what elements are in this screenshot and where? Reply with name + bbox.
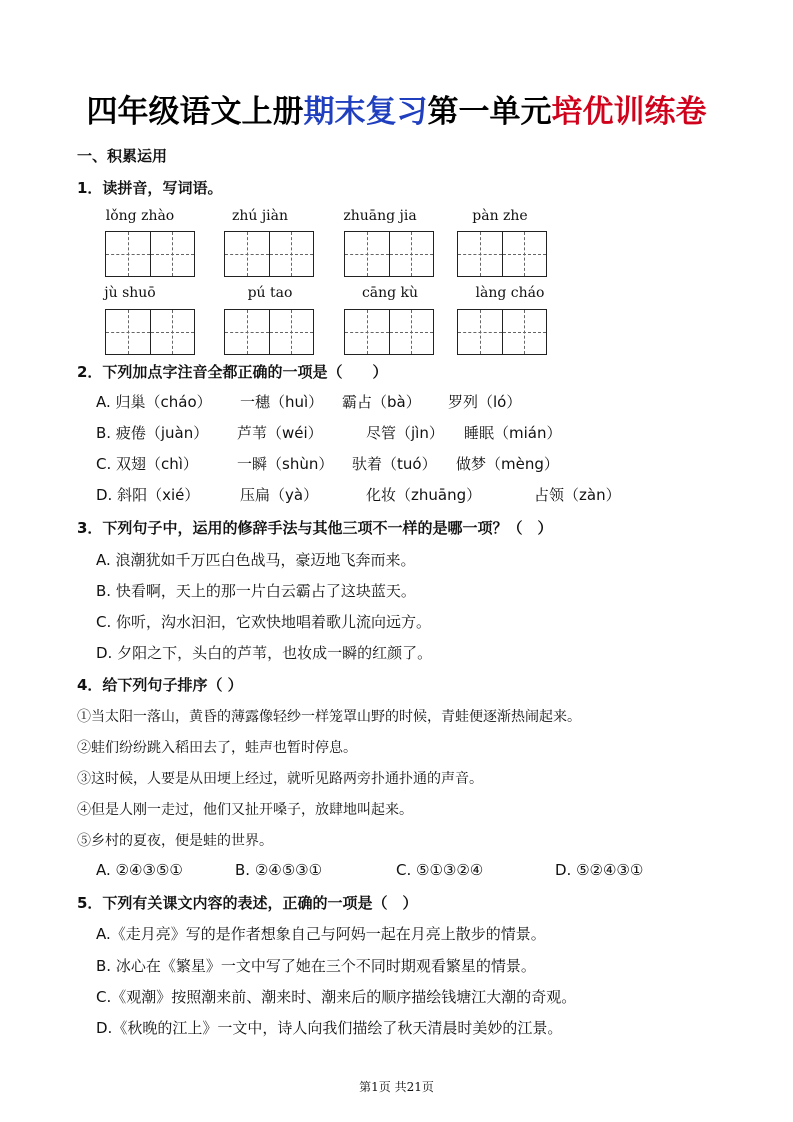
q2-option-c-1[interactable]: C. 双翅（chì） [96, 455, 198, 473]
title-part-3: 第一单元 [427, 94, 552, 130]
q4-sentence-5: ⑤乡村的夏夜，便是蛙的世界。 [77, 833, 273, 849]
q5-option-b[interactable]: B. 冰心在《繁星》一文中写了她在三个不同时期观看繁星的情景。 [96, 957, 536, 975]
q4-sentence-3: ③这时候，人要是从田埂上经过，就听见路两旁扑通扑通的声音。 [77, 771, 483, 787]
writing-grid[interactable] [457, 309, 547, 355]
pinyin-label: jù shuō [104, 285, 156, 301]
q4-option-d[interactable]: D. ⑤②④③① [555, 861, 644, 879]
writing-grid[interactable] [344, 231, 434, 277]
q2-option-a-2: 一穗（huì） [240, 393, 324, 411]
pinyin-label: làng cháo [475, 285, 545, 301]
q5-option-c[interactable]: C.《观潮》按照潮来前、潮来时、潮来后的顺序描绘钱塘江大潮的奇观。 [96, 988, 577, 1006]
q5-option-a[interactable]: A.《走月亮》写的是作者想象自己与阿妈一起在月亮上散步的情景。 [96, 925, 546, 943]
section-heading: 一、积累运用 [77, 147, 168, 165]
page-number: 第1页 共21页 [359, 1080, 434, 1094]
q2-option-d-4: 占领（zàn） [534, 486, 621, 504]
q2-option-c-3: 驮着（tuó） [352, 455, 437, 473]
q2-option-a-4: 罗列（ló） [448, 393, 522, 411]
q3-option-b[interactable]: B. 快看啊，天上的那一片白云霸占了这块蓝天。 [96, 582, 416, 600]
q4-option-a[interactable]: A. ②④③⑤① [96, 861, 183, 879]
q2-option-c-2: 一瞬（shùn） [237, 455, 334, 473]
question-1-prompt: 1．读拼音，写词语。 [77, 179, 223, 197]
question-5-prompt: 5．下列有关课文内容的表述，正确的一项是（ ） [77, 894, 418, 912]
q2-option-b-1[interactable]: B. 疲倦（juàn） [96, 424, 209, 442]
q2-option-a-1[interactable]: A. 归巢（cháo） [96, 393, 212, 411]
q2-option-d-1[interactable]: D. 斜阳（xié） [96, 486, 200, 504]
q2-option-b-3: 尽管（jìn） [366, 424, 444, 442]
q5-option-d[interactable]: D.《秋晚的江上》一文中，诗人向我们描绘了秋天清晨时美妙的江景。 [96, 1019, 563, 1037]
writing-grid[interactable] [344, 309, 434, 355]
writing-grid[interactable] [224, 231, 314, 277]
q4-option-b[interactable]: B. ②④⑤③① [235, 861, 323, 879]
title-part-1: 四年级语文上册 [86, 94, 304, 130]
q2-option-d-2: 压扁（yà） [240, 486, 319, 504]
q4-option-c[interactable]: C. ⑤①③②④ [396, 861, 484, 879]
page-title [0, 86, 793, 131]
writing-grid[interactable] [224, 309, 314, 355]
q2-option-c-4: 做梦（mèng） [456, 455, 559, 473]
q2-option-b-2: 芦苇（wéi） [237, 424, 323, 442]
pinyin-label: lǒng zhào [105, 208, 175, 224]
question-3-prompt: 3．下列句子中，运用的修辞手法与其他三项不一样的是哪一项？（ ） [77, 519, 553, 537]
q3-option-a[interactable]: A. 浪潮犹如千万匹白色战马，豪迈地飞奔而来。 [96, 551, 416, 569]
writing-grid[interactable] [105, 309, 195, 355]
pinyin-label: pàn zhe [472, 208, 528, 224]
title-part-2: 期末复习 [303, 94, 428, 130]
q4-sentence-4: ④但是人刚一走过，他们又扯开嗓子，放肆地叫起来。 [77, 802, 413, 818]
question-4-prompt: 4．给下列句子排序（ ） [77, 676, 243, 694]
q2-option-b-4: 睡眠（mián） [464, 424, 562, 442]
writing-grid[interactable] [105, 231, 195, 277]
question-2-prompt: 2．下列加点字注音全都正确的一项是（ ） [77, 363, 388, 381]
title-part-4: 培优训练卷 [551, 94, 707, 130]
pinyin-label: pú tao [247, 285, 293, 301]
q2-option-a-3: 霸占（bà） [342, 393, 421, 411]
writing-grid[interactable] [457, 231, 547, 277]
q4-sentence-2: ②蛙们纷纷跳入稻田去了，蛙声也暂时停息。 [77, 740, 357, 756]
q4-sentence-1: ①当太阳一落山，黄昏的薄露像轻纱一样笼罩山野的时候，青蛙便逐渐热闹起来。 [77, 709, 581, 725]
q3-option-c[interactable]: C. 你听，沟水汩汩，它欢快地唱着歌儿流向远方。 [96, 613, 432, 631]
pinyin-label: cāng kù [361, 285, 419, 301]
pinyin-label: zhú jiàn [231, 208, 289, 224]
q3-option-d[interactable]: D. 夕阳之下，头白的芦苇，也妆成一瞬的红颜了。 [96, 644, 433, 662]
q2-option-d-3: 化妆（zhuāng） [366, 486, 482, 504]
pinyin-label: zhuāng jia [343, 208, 417, 224]
